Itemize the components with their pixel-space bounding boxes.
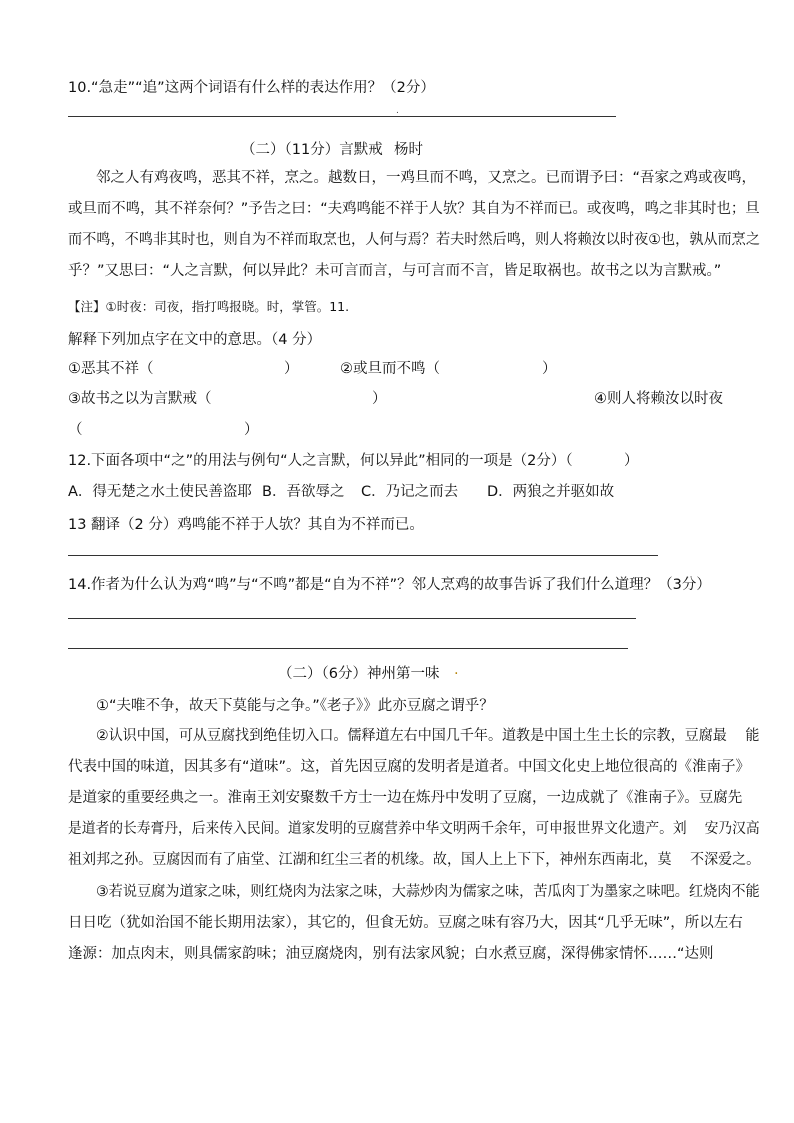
q11-item-c-close: ） bbox=[372, 391, 387, 407]
q12-option-a: A．得无楚之水土使民善盗耶 bbox=[68, 484, 252, 500]
passage-line-4: 乎？”又思曰：“人之言默，何以异此？未可言而言，与可言而不言，皆足取祸也。故书之以为言默戒。” bbox=[68, 263, 722, 279]
section-title-yanmojie: （二）（11分）言默戒 bbox=[241, 142, 383, 158]
q12-option-b: B．吾欲辱之 bbox=[262, 484, 345, 500]
stray-dot: . bbox=[396, 106, 399, 116]
q11-item-a: ①恶其不祥（ bbox=[68, 361, 154, 377]
tofu-p3-line-3: 逢源：加点肉末，则具儒家韵味；油豆腐烧肉，别有法家风貌；白水煮豆腐，深得佛家情怀……“达则 bbox=[68, 946, 714, 962]
q12-option-c: C．乃记之而去 bbox=[361, 484, 459, 500]
question-10: 10.“急走”“追”这两个词语有什么样的表达作用？（2分） bbox=[68, 80, 435, 96]
tofu-p2-line-2: 代表中国的味道，因其多有“道味”。这，首先因豆腐的发明者是道者。中国文化史上地位很高的《淮南子》 bbox=[68, 759, 751, 775]
section-author: 杨时 bbox=[394, 142, 423, 158]
answer-line-13 bbox=[68, 555, 658, 556]
q11-item-d: ④则人将赖汝以时夜 bbox=[594, 391, 723, 407]
q11-item-a-close: ） bbox=[284, 361, 299, 377]
q11-item-d-open: （ bbox=[68, 422, 83, 438]
section-title-tofu: （二）（6分）神州第一味 bbox=[278, 666, 440, 682]
tofu-p3-line-1: ③若说豆腐为道家之味，则红烧肉为法家之味，大蒜炒肉为儒家之味，苦瓜肉丁为墨家之味吧。红烧肉不能 bbox=[96, 884, 760, 900]
q11-item-d-close: ） bbox=[244, 422, 259, 438]
answer-line-14a bbox=[68, 618, 636, 619]
q11-item-b-close: ） bbox=[542, 361, 557, 377]
question-11-prompt: 解释下列加点字在文中的意思。（4 分） bbox=[68, 332, 322, 348]
q11-item-c: ③故书之以为言默戒（ bbox=[68, 391, 212, 407]
q11-item-b: ②或旦而不鸣（ bbox=[340, 361, 440, 377]
tofu-p3-line-2: 日日吃（犹如治国不能长期用法家），其它的，但食无妨。豆腐之味有容乃大，因其“几乎无味”，所以左右 bbox=[68, 915, 743, 931]
tofu-paragraph-1: ①“夫唯不争，故天下莫能与之争。”《老子》》此亦豆腐之谓乎？ bbox=[96, 698, 494, 714]
annotation-note: 【注】①时夜：司夜，指打鸣报晓。时，掌管。11. bbox=[68, 299, 350, 314]
passage-line-1: 邻之人有鸡夜鸣，恶其不祥，烹之。越数日，一鸡旦而不鸣，又烹之。已而谓予曰：“吾家之鸡或夜鸣， bbox=[96, 170, 757, 186]
title-dot: . bbox=[454, 662, 459, 678]
q12-option-d: D．两狼之并驱如故 bbox=[487, 484, 615, 500]
tofu-p2-line-4: 是道者的长寿膏丹，后来传入民间。道家发明的豆腐营养中华文明两千余年，可申报世界文化遗产。刘 安乃汉高 bbox=[68, 821, 760, 837]
question-14: 14.作者为什么认为鸡“鸣”与“不鸣”都是“自为不祥”？邻人烹鸡的故事告诉了我们什么道理？（3分） bbox=[68, 577, 711, 593]
answer-line-10 bbox=[68, 116, 616, 117]
passage-line-2: 或旦而不鸣，其不祥奈何？”予告之曰：“夫鸡鸣能不祥于人欤？其自为不祥而已。或夜鸣，鸣之非其时也；旦 bbox=[68, 201, 760, 217]
tofu-p2-line-1: ②认识中国，可从豆腐找到绝佳切入口。儒释道左右中国几千年。道教是中国土生土长的宗教，豆腐最 能 bbox=[96, 728, 760, 744]
tofu-p2-line-5: 祖刘邦之孙。豆腐因而有了庙堂、江湖和红尘三者的机缘。故，国人上上下下，神州东西南北，莫 不深爱之。 bbox=[68, 852, 761, 868]
tofu-p2-line-3: 是道家的重要经典之一。淮南王刘安聚数千方士一边在炼丹中发明了豆腐，一边成就了《淮南子》。豆腐先 bbox=[68, 790, 743, 806]
question-12-close: ） bbox=[624, 453, 639, 469]
answer-line-14b bbox=[68, 648, 628, 649]
passage-line-3: 而不鸣，不鸣非其时也，则自为不祥而取烹也，人何与焉？若夫时然后鸣，则人将赖汝以时夜①也，孰从而烹之 bbox=[68, 232, 760, 248]
question-12-prompt: 12.下面各项中“之”的用法与例句“人之言默，何以异此”相同的一项是（2分）（ bbox=[68, 453, 573, 469]
question-13: 13 翻译（2 分）鸡鸣能不祥于人欤？其自为不祥而已。 bbox=[68, 517, 424, 533]
